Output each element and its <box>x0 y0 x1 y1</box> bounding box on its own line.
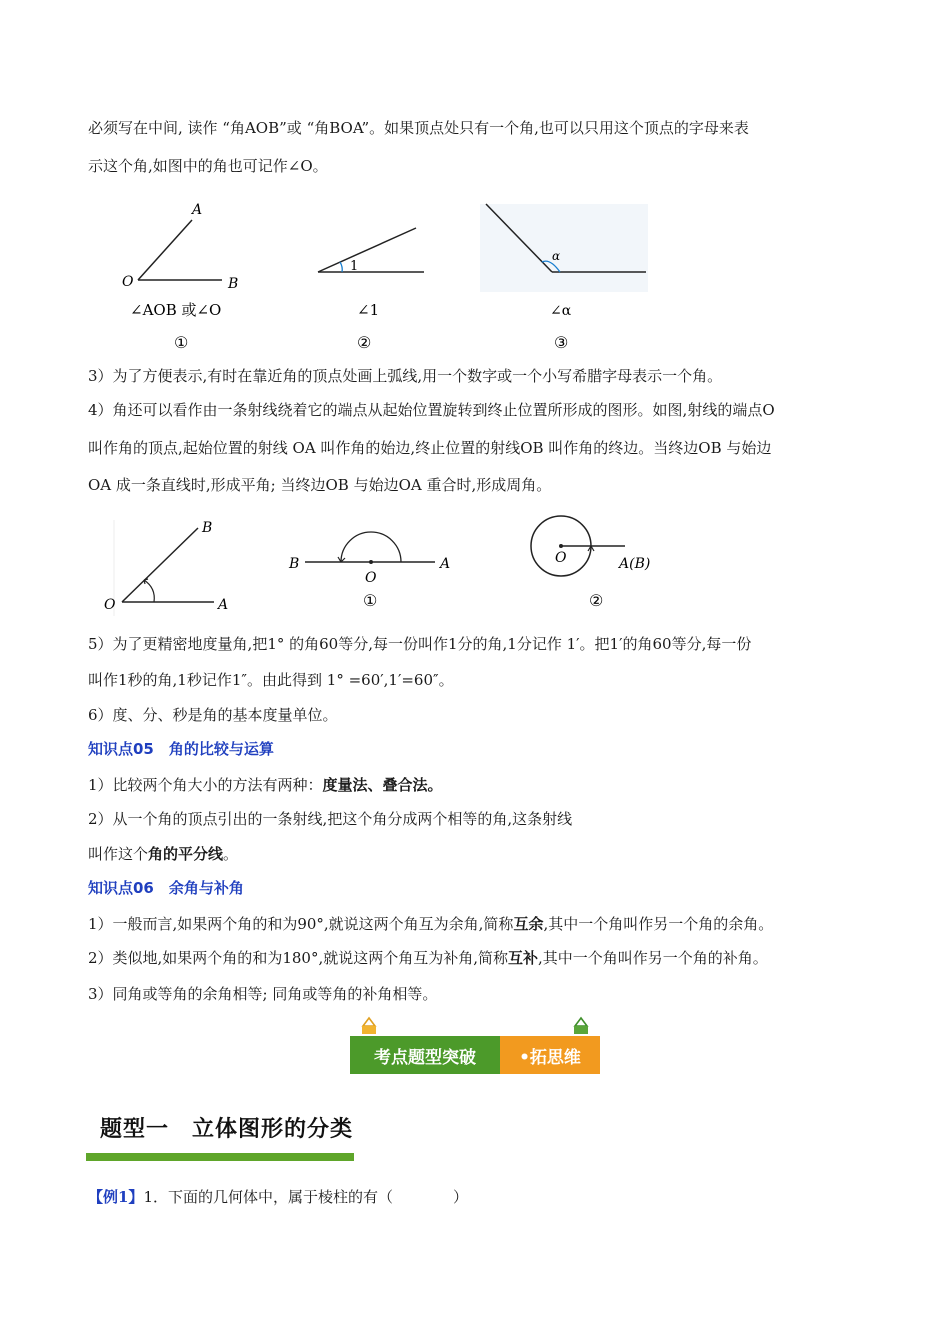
label-1: 1 <box>350 259 359 274</box>
figure-number: ② <box>357 333 372 352</box>
text-segment: ,其中一个角叫作另一个角的补角。 <box>538 949 768 967</box>
label-o: O <box>122 274 134 290</box>
figure-number: ① <box>363 591 378 610</box>
label-b: B <box>202 520 213 536</box>
figure-number: ② <box>589 591 604 610</box>
text-segment: ,其中一个角叫作另一个角的余角。 <box>543 915 774 933</box>
text-line: OA 成一条直线时,形成平角; 当终边OB 与始边OA 重合时,形成周角。 <box>88 476 552 494</box>
angle-alpha-figure <box>480 200 650 356</box>
bold-term: 度量法、叠合法。 <box>322 776 443 794</box>
text-line: 6）度、分、秒是角的基本度量单位。 <box>88 706 338 724</box>
straight-angle-figure <box>285 526 460 616</box>
text-line: 示这个角,如图中的角也可记作∠O。 <box>88 157 328 175</box>
banner-right: •拓思维 <box>500 1036 600 1074</box>
angle-aob-figure <box>110 196 270 356</box>
label-a: A <box>440 556 451 572</box>
bold-term: 互余 <box>513 915 544 933</box>
knowledge-point-heading: 知识点05 角的比较与运算 <box>88 740 274 758</box>
text-segment: 1）一般而言,如果两个角的和为90°,就说这两个角互为余角,简称 <box>88 915 514 933</box>
figure-number: ① <box>174 333 189 352</box>
figure-caption: ∠α <box>550 303 572 319</box>
full-angle-figure <box>525 512 675 612</box>
section-banner <box>350 1036 600 1074</box>
angle-rotation-figure <box>100 516 240 620</box>
example-line <box>88 1186 468 1207</box>
figure-caption: ∠AOB 或∠O <box>130 301 222 319</box>
text-line: 叫作角的顶点,起始位置的射线 OA 叫作角的始边,终止位置的射线OB 叫作角的终边。当终边OB 与始边 <box>88 439 772 457</box>
label-b: B <box>228 276 239 292</box>
text-segment: 1）比较两个角大小的方法有两种： <box>88 776 323 794</box>
label-alpha: α <box>552 249 561 263</box>
example-text: 1．下面的几何体中，属于棱柱的有（ ） <box>143 1188 468 1206</box>
text-line: 3）为了方便表示,有时在靠近角的顶点处画上弧线,用一个数字或一个小写希腊字母表示一个角。 <box>88 367 723 385</box>
label-ab: A(B) <box>619 556 651 572</box>
text-line: 5）为了更精密地度量角,把1° 的角60等分,每一份叫作1分的角,1分记作 1′。把1′的角60等分,每一份 <box>88 635 752 653</box>
knowledge-point-heading: 知识点06 余角与补角 <box>88 879 244 897</box>
text-line: 必须写在中间, 读作 “角AOB”或 “角BOA”。如果顶点处只有一个角,也可以只用这个顶点的字母来表 <box>88 119 749 137</box>
section-underline <box>86 1153 354 1161</box>
text-line <box>88 914 773 934</box>
label-o: O <box>104 597 116 613</box>
label-o: O <box>365 570 377 586</box>
label-a: A <box>218 597 229 613</box>
bold-term: 角的平分线 <box>148 845 224 863</box>
text-segment: 叫作这个 <box>88 845 149 863</box>
text-segment: 。 <box>223 845 239 863</box>
example-tag: 【例1】 <box>88 1188 144 1206</box>
banner-left: 考点题型突破 <box>350 1036 500 1074</box>
figure-number: ③ <box>554 333 569 352</box>
label-o: O <box>555 550 567 566</box>
text-line: 叫作1秒的角,1秒记作1″。由此得到 1° =60′,1′=60″。 <box>88 671 454 689</box>
label-b: B <box>289 556 300 572</box>
text-segment: 2）类似地,如果两个角的和为180°,就说这两个角互为补角,简称 <box>88 949 508 967</box>
section-title: 题型一 立体图形的分类 <box>100 1117 354 1142</box>
text-line <box>88 844 238 864</box>
text-line: 3）同角或等角的余角相等; 同角或等角的补角相等。 <box>88 985 438 1003</box>
text-line: 2）从一个角的顶点引出的一条射线,把这个角分成两个相等的角,这条射线 <box>88 810 573 828</box>
label-a: A <box>192 202 203 218</box>
figure-caption: ∠1 <box>357 301 380 319</box>
angle-1-figure <box>310 220 440 356</box>
text-line: 4）角还可以看作由一条射线绕着它的端点从起始位置旋转到终止位置所形成的图形。如图,射线的端点O <box>88 401 775 419</box>
text-line <box>88 948 768 968</box>
bold-term: 互补 <box>507 949 538 967</box>
text-line <box>88 775 443 795</box>
